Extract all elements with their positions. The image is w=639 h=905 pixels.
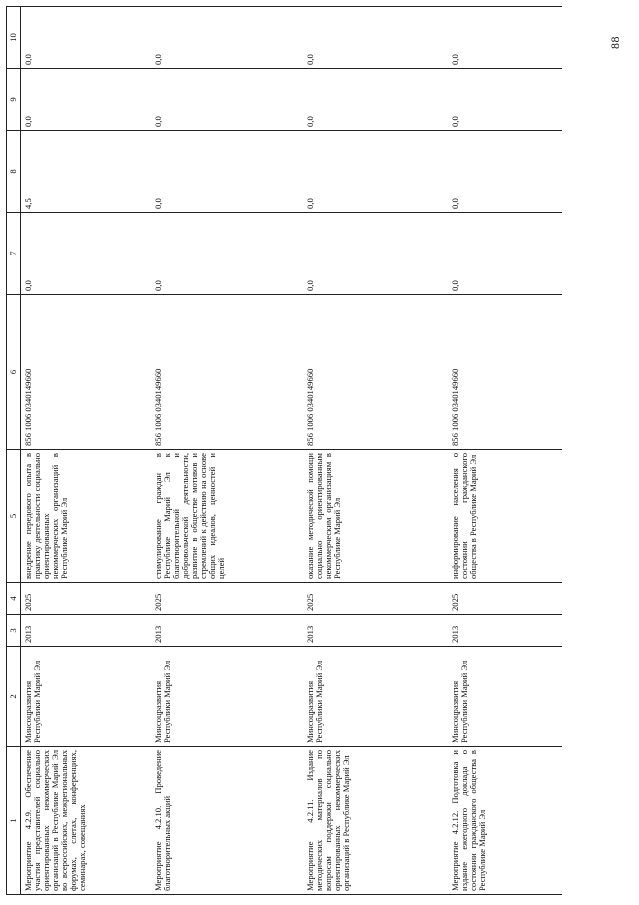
- start-year: 2013: [303, 615, 448, 647]
- expected-result: стимулирование граждан в Республике Марий Эл к благотворительной и добровольческой деятельности, развитие в обществе мотивов и стремлений к действию на основе общих идеалов, ценностей и целей: [151, 450, 303, 583]
- table-row: [151, 7, 303, 895]
- value-col-9: 0,0: [151, 69, 303, 131]
- expected-result: информирование населения о состоянии гражданского общества в Республике Марий Эл: [448, 450, 562, 583]
- column-header-7: 7: [7, 213, 21, 295]
- column-header-6: 6: [7, 295, 21, 450]
- responsible-executor: Минсоцразвития Республики Марий Эл: [21, 647, 151, 747]
- expected-result: оказание методической помощи социально ориентированным некоммерческим организациям в Республике Марий Эл: [303, 450, 448, 583]
- start-year: 2013: [21, 615, 151, 647]
- column-header-10: 10: [7, 7, 21, 69]
- page-number: 88: [608, 36, 622, 49]
- program-activities-table: [6, 6, 562, 895]
- table-header: [7, 7, 21, 895]
- value-col-10: 0,0: [151, 7, 303, 69]
- header-row: [7, 7, 21, 895]
- table-row: [303, 7, 448, 895]
- table-row: [21, 7, 151, 895]
- value-col-8: 0,0: [151, 131, 303, 213]
- value-col-10: 0,0: [303, 7, 448, 69]
- expected-result: внедрение передового опыта в практику деятельности социально ориентированных некоммерческих организаций в Республике Марий Эл: [21, 450, 151, 583]
- value-col-8: 0,0: [303, 131, 448, 213]
- column-header-5: 5: [7, 450, 21, 583]
- activity-name: Мероприятие 4.2.12. Подготовка и издание ежегодного доклада о состоянии гражданского общества в Республике Марий Эл: [448, 747, 562, 895]
- value-col-8: 4,5: [21, 131, 151, 213]
- end-year: 2025: [448, 583, 562, 615]
- responsible-executor: Минсоцразвития Республики Марий Эл: [303, 647, 448, 747]
- budget-code: 856 1006 0340149660: [448, 295, 562, 450]
- budget-code: 856 1006 0340149660: [303, 295, 448, 450]
- end-year: 2025: [151, 583, 303, 615]
- column-header-3: 3: [7, 615, 21, 647]
- activity-name: Мероприятие 4.2.10. Проведение благотворительных акций: [151, 747, 303, 895]
- table-row: [448, 7, 562, 895]
- value-col-7: 0,0: [21, 213, 151, 295]
- column-header-2: 2: [7, 647, 21, 747]
- activity-name: Мероприятие 4.2.11. Издание методических материалов по вопросам поддержки социально ориентированных некоммерческих организаций в Республике Марий Эл: [303, 747, 448, 895]
- value-col-9: 0,0: [303, 69, 448, 131]
- value-col-10: 0,0: [21, 7, 151, 69]
- value-col-10: 0,0: [448, 7, 562, 69]
- column-header-9: 9: [7, 69, 21, 131]
- start-year: 2013: [151, 615, 303, 647]
- column-header-1: 1: [7, 747, 21, 895]
- value-col-9: 0,0: [448, 69, 562, 131]
- value-col-8: 0,0: [448, 131, 562, 213]
- activity-name: Мероприятие 4.2.9. Обеспечение участия представителей социально ориентированных некоммерческих организаций в Республике Марий Эл во всероссийских, межрегиональных форумах, слетах, конференциях, семинарах, совещаниях: [21, 747, 151, 895]
- column-header-8: 8: [7, 131, 21, 213]
- column-header-4: 4: [7, 583, 21, 615]
- start-year: 2013: [448, 615, 562, 647]
- budget-code: 856 1006 0340149660: [21, 295, 151, 450]
- value-col-7: 0,0: [303, 213, 448, 295]
- table-body: [21, 7, 562, 895]
- responsible-executor: Минсоцразвития Республики Марий Эл: [448, 647, 562, 747]
- value-col-7: 0,0: [151, 213, 303, 295]
- budget-code: 856 1006 0340149660: [151, 295, 303, 450]
- value-col-9: 0,0: [21, 69, 151, 131]
- end-year: 2025: [21, 583, 151, 615]
- responsible-executor: Минсоцразвития Республики Марий Эл: [151, 647, 303, 747]
- value-col-7: 0,0: [448, 213, 562, 295]
- end-year: 2025: [303, 583, 448, 615]
